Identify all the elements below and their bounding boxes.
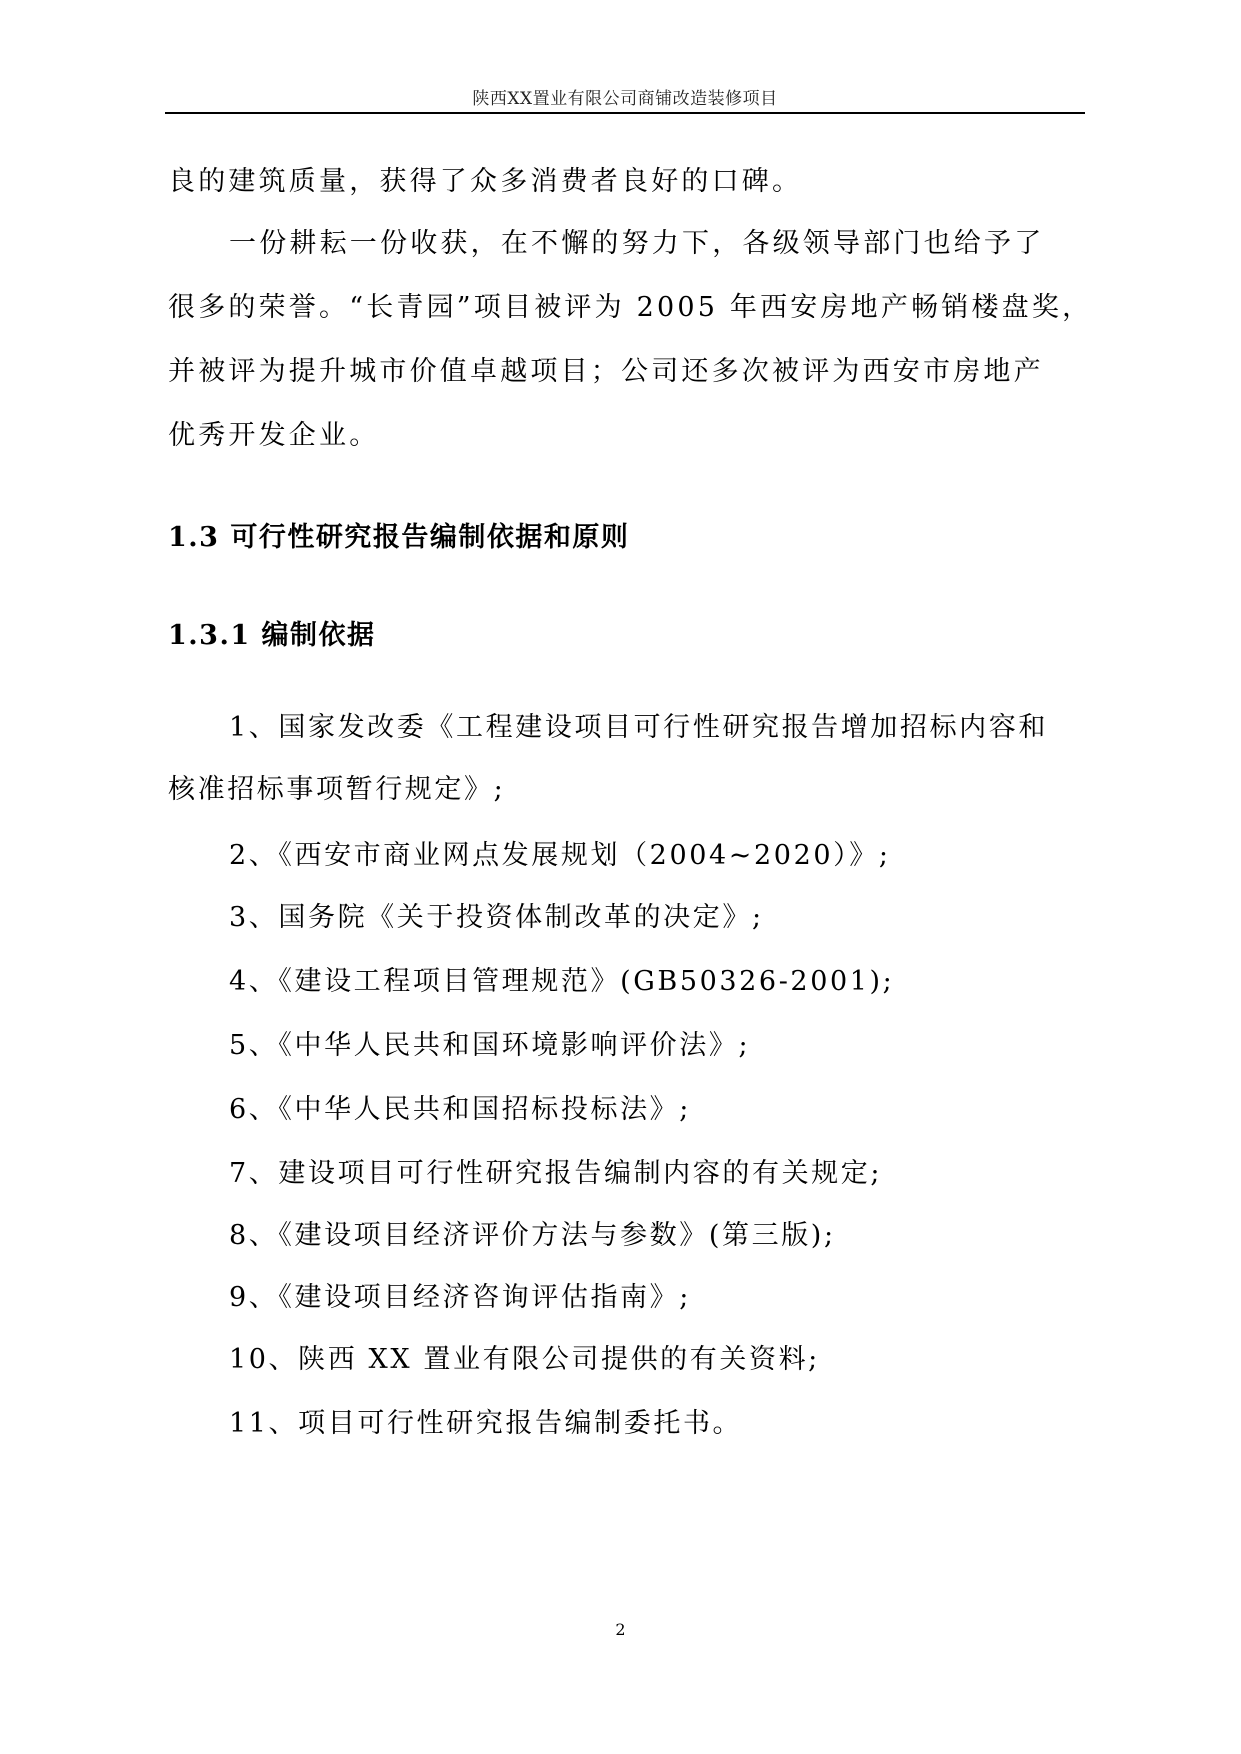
list-item: 9、《建设项目经济咨询评估指南》; (229, 1282, 691, 1313)
running-header: 陕西XX置业有限公司商铺改造装修项目 (472, 89, 778, 109)
paragraph-line: 一份耕耘一份收获，在不懈的努力下，各级领导部门也给予了 (229, 228, 1045, 259)
list-item: 4、《建设工程项目管理规范》(GB50326-2001); (229, 966, 895, 997)
paragraph-line: 很多的荣誉。“长青园”项目被评为 2005 年西安房地产畅销楼盘奖， (168, 292, 1093, 323)
header-rule (165, 112, 1085, 114)
section-heading: 1.3 可行性研究报告编制依据和原则 (168, 522, 630, 553)
list-item: 2、《西安市商业网点发展规划（2004~2020）》; (229, 840, 891, 871)
paragraph-line: 良的建筑质量，获得了众多消费者良好的口碑。 (168, 166, 803, 197)
paragraph-line: 优秀开发企业。 (168, 420, 380, 451)
list-item: 3、国务院《关于投资体制改革的决定》; (229, 902, 764, 933)
list-item: 5、《中华人民共和国环境影响评价法》; (229, 1030, 751, 1061)
list-item-continuation: 核准招标事项暂行规定》; (168, 774, 506, 805)
list-item: 7、建设项目可行性研究报告编制内容的有关规定; (229, 1158, 883, 1189)
list-item: 6、《中华人民共和国招标投标法》; (229, 1094, 691, 1125)
page-number: 2 (615, 1620, 626, 1639)
subsection-heading: 1.3.1 编制依据 (168, 620, 376, 651)
list-item: 1、国家发改委《工程建设项目可行性研究报告增加招标内容和 (229, 712, 1048, 743)
list-item: 8、《建设项目经济评价方法与参数》(第三版); (229, 1220, 836, 1251)
paragraph-line: 并被评为提升城市价值卓越项目；公司还多次被评为西安市房地产 (168, 356, 1044, 387)
list-item: 11、项目可行性研究报告编制委托书。 (229, 1408, 743, 1439)
list-item: 10、陕西 XX 置业有限公司提供的有关资料; (229, 1344, 820, 1375)
